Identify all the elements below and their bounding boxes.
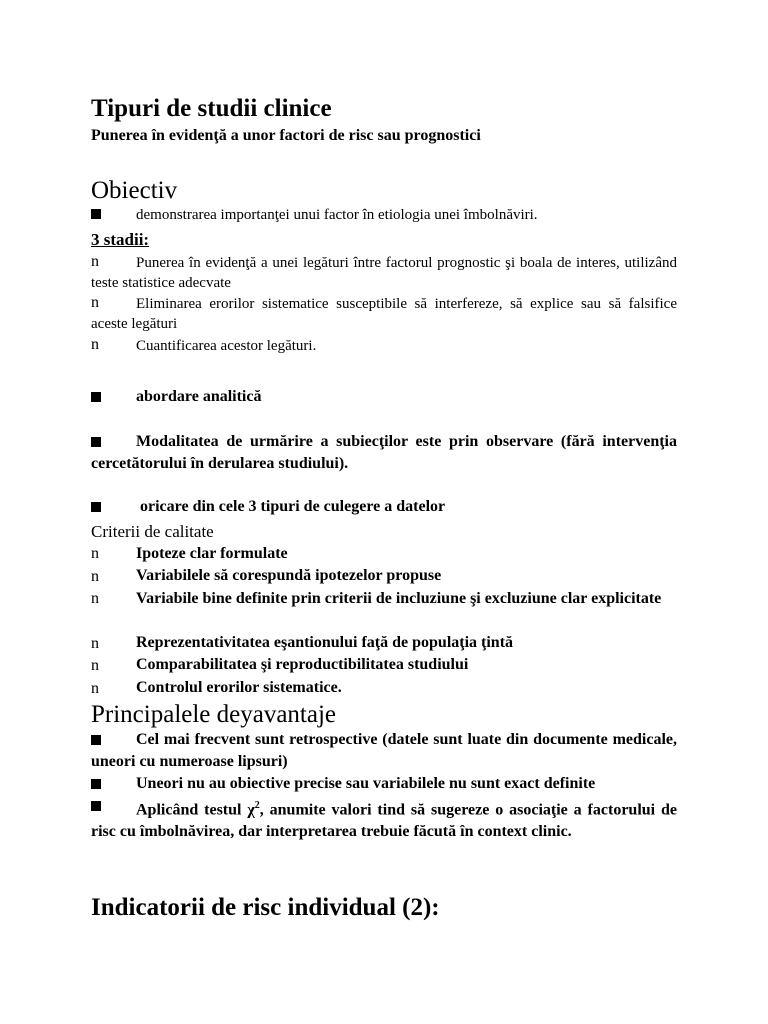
feature-item-2: Modalitatea de urmărire a subiecţilor este prin observare (fără intervenţia cercetătorului în derularea studiului). bbox=[91, 433, 677, 472]
feature-item-1: abordare analitică bbox=[136, 388, 262, 405]
stadiu-item-2: Eliminarea erorilor sistematice susceptibile să interfereze, să explice sau să falsifice aceste legături bbox=[91, 296, 677, 332]
criteria-item-5: Comparabilitatea şi reproductibilitatea studiului bbox=[136, 656, 469, 673]
stadiu-item-1: Punerea în evidenţă a unei legături între factorul prognostic şi boala de interes, utilizând teste statistice adecvate bbox=[91, 255, 677, 291]
n-bullet-marker: n bbox=[91, 657, 99, 674]
n-bullet-marker: n bbox=[91, 545, 99, 562]
criteria-item-3: Variabile bine definite prin criterii de incluziune şi excluziune clar explicitate bbox=[136, 590, 662, 607]
criteria-item-6: Controlul erorilor sistematice. bbox=[136, 679, 342, 696]
disadvantage-item-1: Cel mai frecvent sunt retrospective (datele sunt luate din documente medicale, uneori cu numeroase lipsuri) bbox=[91, 731, 677, 770]
stadiu-item-3: Cuantificarea acestor legături. bbox=[136, 338, 317, 354]
square-bullet-icon bbox=[91, 779, 101, 789]
stadii-label: 3 stadii: bbox=[91, 230, 150, 249]
chi-superscript: 2 bbox=[254, 800, 260, 811]
n-bullet-marker: n bbox=[91, 590, 99, 607]
n-bullet-marker: n bbox=[91, 253, 99, 270]
square-bullet-icon bbox=[91, 209, 101, 219]
page-subtitle: Punerea în evidenţă a unor factori de risc sau prognostici bbox=[91, 127, 481, 144]
n-bullet-marker: n bbox=[91, 568, 99, 585]
objective-heading: Obiectiv bbox=[91, 177, 178, 204]
criteria-item-4: Reprezentativitatea eşantionului faţă de populaţia ţintă bbox=[136, 634, 514, 651]
criteria-item-2: Variabilele să corespundă ipotezelor propuse bbox=[136, 567, 442, 584]
disadvantages-heading: Principalele deyavantaje bbox=[91, 701, 337, 728]
disadvantage-item-2: Uneori nu au obiective precise sau variabilele nu sunt exact definite bbox=[136, 775, 596, 792]
n-bullet-marker: n bbox=[91, 294, 99, 311]
page-title: Tipuri de studii clinice bbox=[91, 95, 332, 122]
n-bullet-marker: n bbox=[91, 680, 99, 697]
next-section-heading: Indicatorii de risc individual (2): bbox=[91, 894, 440, 921]
square-bullet-icon bbox=[91, 502, 101, 512]
n-bullet-marker: n bbox=[91, 336, 99, 353]
n-bullet-marker: n bbox=[91, 635, 99, 652]
chi-text-before: Aplicând testul χ bbox=[136, 801, 255, 819]
objective-bullet-text: demonstrarea importanţei unui factor în etiologia unei îmbolnăviri. bbox=[136, 207, 538, 223]
criteria-item-1: Ipoteze clar formulate bbox=[136, 545, 288, 562]
square-bullet-icon bbox=[91, 392, 101, 402]
feature-item-3: oricare din cele 3 tipuri de culegere a datelor bbox=[140, 498, 446, 515]
criteria-heading: Criterii de calitate bbox=[91, 522, 214, 541]
disadvantage-item-3 bbox=[91, 795, 677, 843]
chi-text-after: , anumite valori tind să sugereze o asociaţie a factorului de risc cu îmbolnăvirea, dar interpretarea trebuie făcută în context clinic. bbox=[91, 801, 677, 841]
